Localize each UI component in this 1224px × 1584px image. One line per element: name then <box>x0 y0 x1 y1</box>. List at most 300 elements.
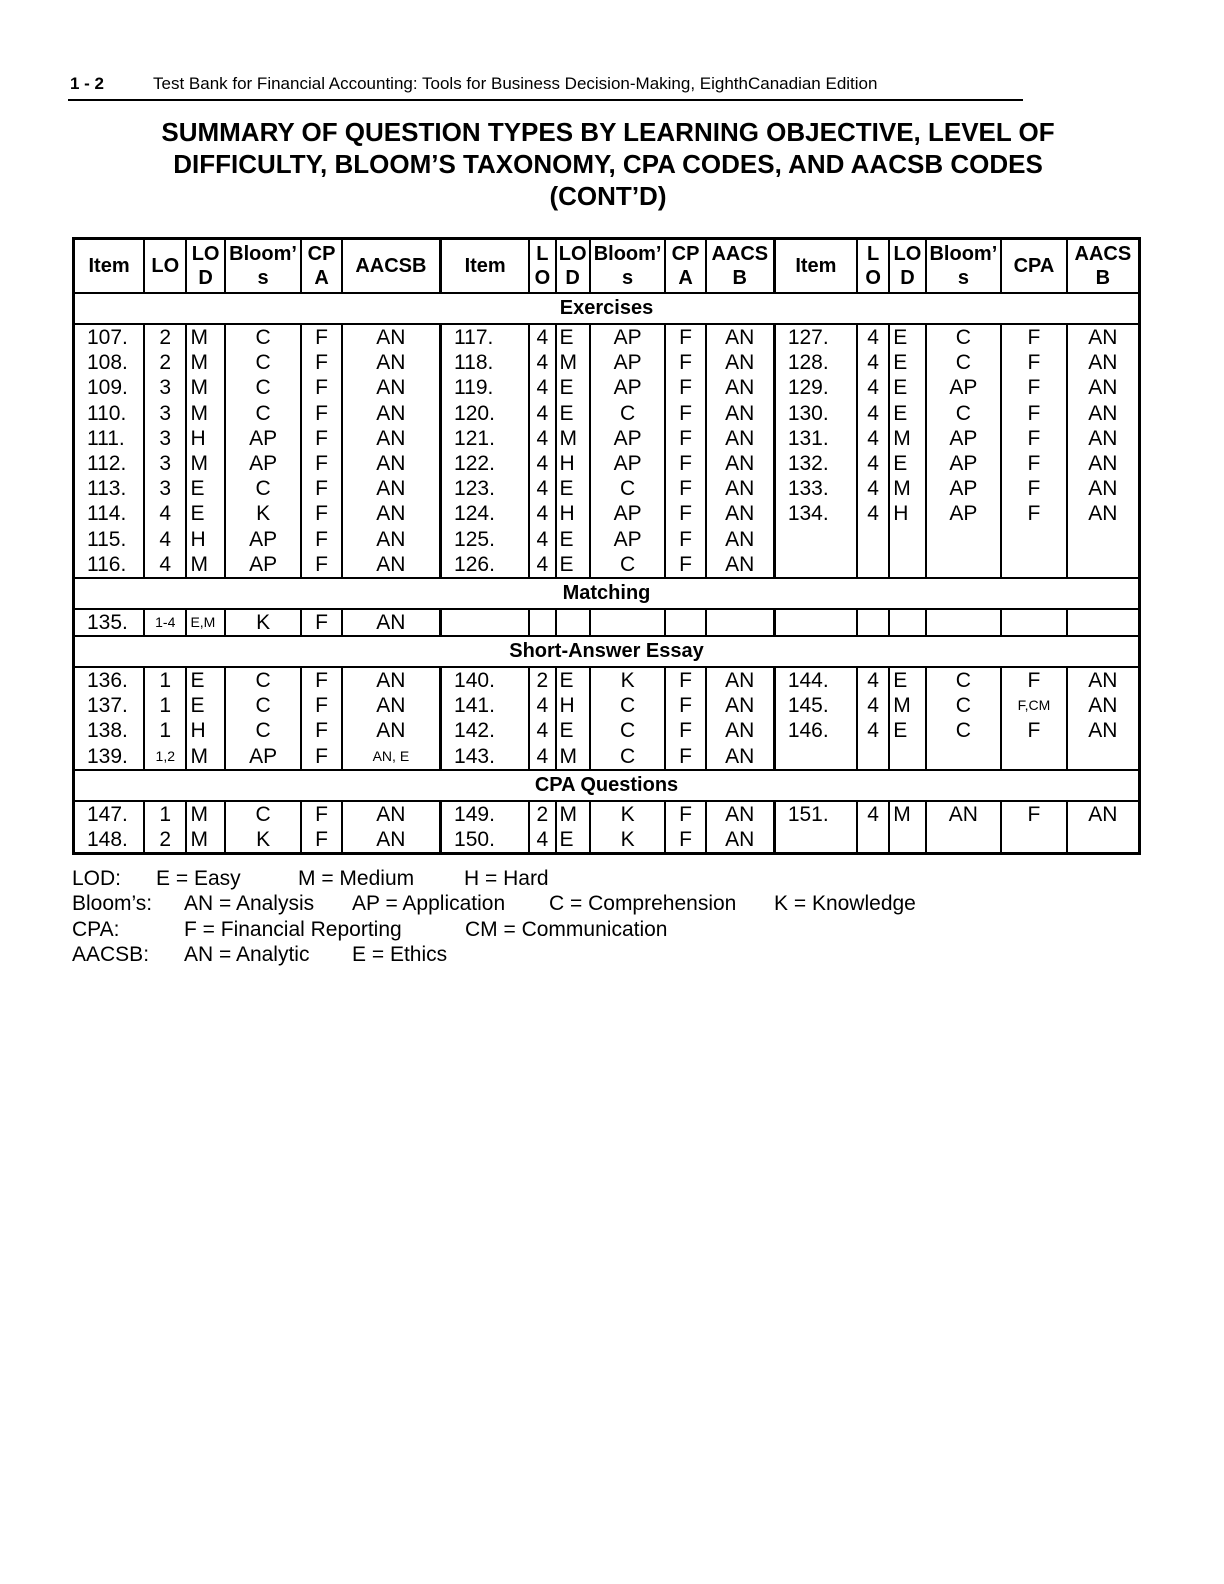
col-header-aacsb: AACS B <box>1067 239 1140 294</box>
cell: K <box>620 669 635 693</box>
col-item <box>441 801 530 854</box>
cell: 4 <box>159 552 172 576</box>
col-lod <box>186 801 224 854</box>
col-blooms <box>926 801 1002 854</box>
col-cpa <box>665 801 705 854</box>
cell: AP <box>249 744 278 768</box>
cell: 4 <box>867 502 879 526</box>
cell: AP <box>249 552 278 576</box>
cell: M <box>190 326 208 349</box>
cell: 151. <box>787 802 829 826</box>
col-item <box>441 324 530 578</box>
section-header-cpa <box>74 770 1140 801</box>
cell: 4 <box>536 401 549 425</box>
cell: 115. <box>87 527 127 551</box>
cell: 4 <box>867 669 879 693</box>
cell: AN <box>376 351 406 375</box>
cell: AN <box>1088 401 1118 425</box>
cell: 109. <box>87 376 128 400</box>
col-item <box>74 667 145 770</box>
legend-item: F = Financial Reporting <box>184 917 402 941</box>
cell: 4 <box>536 326 549 349</box>
col-item <box>74 324 145 578</box>
cell: 119. <box>454 376 494 400</box>
cell: AP <box>613 351 642 375</box>
cell: C <box>255 669 271 693</box>
legend-item: K = Knowledge <box>774 892 916 916</box>
cell: AN <box>725 451 755 475</box>
cell: AN <box>376 828 406 851</box>
cell: H <box>190 426 206 450</box>
cell: F <box>1027 401 1041 425</box>
col-aacsb <box>706 324 775 578</box>
legend-item: E = Ethics <box>352 942 448 966</box>
cell: F <box>1027 351 1041 375</box>
cell: M <box>190 401 208 425</box>
col-header-cpa: CPA <box>1001 239 1067 294</box>
cell: 4 <box>159 527 172 551</box>
cell: F <box>315 502 328 526</box>
cell: C <box>955 351 971 375</box>
cell: 3 <box>159 451 172 475</box>
cell: AN <box>376 451 406 475</box>
cell: AP <box>249 451 278 475</box>
cell: C <box>955 326 971 349</box>
cell: 118. <box>454 351 494 375</box>
title-line-1: SUMMARY OF QUESTION TYPES BY LEARNING OBJECTIVE, LEVEL OF <box>161 117 1055 147</box>
cell: C <box>620 719 636 743</box>
cell: E <box>893 719 908 743</box>
cell: 4 <box>536 351 549 375</box>
cell: 112. <box>87 451 127 475</box>
col-header-item: Item <box>774 239 857 294</box>
col-cpa <box>1001 801 1067 854</box>
col-blooms <box>590 667 666 770</box>
col-aacsb <box>342 609 441 636</box>
cell: E <box>190 669 205 693</box>
legend-item: C = Comprehension <box>549 892 737 916</box>
cell: 4 <box>536 694 549 718</box>
cell: F <box>679 502 692 526</box>
legend-item: CM = Communication <box>465 917 668 941</box>
cell: F <box>679 376 692 400</box>
cell: 4 <box>159 502 172 526</box>
cell: F <box>679 527 692 551</box>
col-item <box>774 324 857 578</box>
cell: F <box>679 744 692 768</box>
col-lo <box>144 609 186 636</box>
table-row <box>74 801 1140 854</box>
col-lo <box>144 667 186 770</box>
col-lo <box>857 667 889 770</box>
cell: AN <box>725 477 755 501</box>
cell: AP <box>249 527 278 551</box>
cell: AP <box>949 502 978 526</box>
cell: F <box>1027 376 1041 400</box>
table-row <box>74 609 1140 636</box>
cell: M <box>893 802 911 826</box>
col-header-lod: LO D <box>186 239 224 294</box>
cell: M <box>559 802 577 826</box>
col-aacsb <box>706 667 775 770</box>
cell: C <box>620 477 636 501</box>
col-lo <box>857 324 889 578</box>
cell: M <box>190 451 208 475</box>
col-lo <box>529 324 555 578</box>
cell: 107. <box>87 326 128 349</box>
col-lo <box>529 609 555 636</box>
cell: F <box>679 828 692 851</box>
cell: 146. <box>787 719 829 743</box>
cell: 145. <box>787 694 829 718</box>
cell: F <box>315 744 328 768</box>
col-aacsb <box>342 324 441 578</box>
cell: M <box>893 694 911 718</box>
cell: M <box>893 477 911 501</box>
cell: F <box>1027 451 1041 475</box>
cell: 134. <box>787 502 829 526</box>
cell: AP <box>613 376 642 400</box>
cell: E <box>559 669 574 693</box>
cell: 4 <box>867 451 879 475</box>
cell: 120. <box>454 401 495 425</box>
cell: AN <box>1088 802 1118 826</box>
cell: 4 <box>867 802 879 826</box>
col-blooms <box>590 801 666 854</box>
cell: F <box>315 828 328 851</box>
cell: F <box>315 426 328 450</box>
cell: AN <box>1088 477 1118 501</box>
cell: 4 <box>536 376 549 400</box>
cell: F <box>315 669 328 693</box>
col-lo <box>529 801 555 854</box>
cell: AP <box>613 326 642 349</box>
col-item <box>74 801 145 854</box>
cell: F <box>679 669 692 693</box>
col-aacsb <box>1067 667 1140 770</box>
cell: F <box>1027 719 1041 743</box>
cell: H <box>190 719 206 743</box>
cell: F <box>315 802 328 826</box>
cell: C <box>255 477 271 501</box>
cell: 2 <box>536 669 549 693</box>
cell: AP <box>613 502 642 526</box>
cell: E <box>893 669 908 693</box>
cell: 4 <box>536 744 549 768</box>
col-header-blooms: Bloom’ s <box>926 239 1002 294</box>
cell: AN <box>725 426 755 450</box>
cell: C <box>255 719 271 743</box>
col-cpa <box>301 667 341 770</box>
cell: K <box>620 828 635 851</box>
cell: F <box>679 694 692 718</box>
cell: 4 <box>536 426 549 450</box>
col-lo <box>529 667 555 770</box>
cell: H <box>893 502 909 526</box>
cell: M <box>190 376 208 400</box>
cell: F <box>315 451 328 475</box>
table-row <box>74 324 1140 578</box>
cell: C <box>255 694 271 718</box>
cell: 4 <box>536 451 549 475</box>
cell: AP <box>613 527 642 551</box>
col-blooms <box>926 324 1002 578</box>
cell: C <box>620 744 636 768</box>
cell: 4 <box>867 401 879 425</box>
cell: AN <box>725 552 755 576</box>
page-title <box>100 116 1116 212</box>
cell: 148. <box>87 828 128 851</box>
cell: 4 <box>867 694 879 718</box>
cell: M <box>559 744 577 768</box>
col-header-lod: LO D <box>889 239 925 294</box>
cell: AN <box>376 502 406 526</box>
cell: E <box>559 719 574 743</box>
cell: 122. <box>454 451 495 475</box>
cell: C <box>955 669 971 693</box>
cell: F <box>679 351 692 375</box>
cell: 123. <box>454 477 495 501</box>
cell: F <box>315 694 328 718</box>
legend-item: E = Easy <box>156 867 241 890</box>
cell: 2 <box>159 326 172 349</box>
cell: 1 <box>159 669 172 693</box>
cell: 2 <box>159 351 172 375</box>
cell: AN <box>725 326 755 349</box>
section-title: CPA Questions <box>74 770 1140 801</box>
section-header-exercises <box>74 293 1140 324</box>
col-lod <box>556 801 590 854</box>
cell: AN <box>376 802 406 826</box>
cell: C <box>620 694 636 718</box>
col-blooms <box>590 324 666 578</box>
cell: 4 <box>536 477 549 501</box>
col-lod <box>889 801 925 854</box>
cell: AP <box>613 426 642 450</box>
cell: AN <box>1088 669 1118 693</box>
col-item <box>441 609 530 636</box>
cell: F <box>315 326 328 349</box>
cell: F <box>315 527 328 551</box>
cell: 141. <box>454 694 495 718</box>
cell: 128. <box>787 351 829 375</box>
cell: 4 <box>536 552 549 576</box>
cell: C <box>955 719 971 743</box>
cell: E <box>893 326 908 349</box>
cell: 4 <box>867 426 879 450</box>
cell: 1 <box>159 719 172 743</box>
col-aacsb <box>1067 801 1140 854</box>
cell: 121. <box>454 426 495 450</box>
cell: E <box>559 828 574 851</box>
cell: AN <box>376 694 406 718</box>
col-header-item: Item <box>74 239 145 294</box>
table-body <box>74 293 1140 854</box>
cell: H <box>559 694 575 718</box>
cell: E <box>559 552 574 576</box>
cell: 1,2 <box>155 747 175 764</box>
table-row <box>74 667 1140 770</box>
col-blooms <box>926 609 1002 636</box>
legend-item: AN = Analysis <box>184 892 315 916</box>
cell: 108. <box>87 351 128 375</box>
cell: 136. <box>87 669 128 693</box>
cell: 147. <box>87 802 128 826</box>
legend-item: M = Medium <box>298 867 415 890</box>
col-header-aacsb: AACSB <box>342 239 441 294</box>
cell: F <box>1027 426 1041 450</box>
cell: AN <box>725 802 755 826</box>
cell: 1 <box>159 694 172 718</box>
cell: AN <box>376 477 406 501</box>
cell: AP <box>613 451 642 475</box>
cell: 4 <box>867 477 879 501</box>
col-item <box>774 609 857 636</box>
summary-table <box>72 237 1141 855</box>
cell: 4 <box>536 502 549 526</box>
cell: 3 <box>159 477 172 501</box>
cell: AN <box>1088 694 1118 718</box>
cell: C <box>955 694 971 718</box>
cell: F <box>315 610 328 634</box>
col-blooms <box>225 801 302 854</box>
col-header-blooms: Bloom’ s <box>225 239 302 294</box>
cell: F <box>1027 502 1041 526</box>
cell: C <box>255 802 271 826</box>
cell: E <box>559 527 574 551</box>
section-header-matching <box>74 578 1140 609</box>
cell: 131. <box>787 426 829 450</box>
cell: 149. <box>454 802 495 826</box>
cell: AN <box>1088 426 1118 450</box>
cell: 111. <box>87 426 125 450</box>
page-number: 1 - 2 <box>70 74 105 93</box>
col-lod <box>889 324 925 578</box>
cell: 127. <box>787 326 829 349</box>
col-item <box>441 667 530 770</box>
cell: 3 <box>159 426 172 450</box>
col-lod <box>889 667 925 770</box>
col-aacsb <box>706 801 775 854</box>
col-lod <box>556 609 590 636</box>
section-title: Matching <box>74 578 1140 609</box>
col-lo <box>144 801 186 854</box>
cell: 142. <box>454 719 495 743</box>
cell: 125. <box>454 527 495 551</box>
col-header-blooms: Bloom’ s <box>590 239 666 294</box>
cell: 135. <box>87 610 128 634</box>
section-title: Exercises <box>74 293 1140 324</box>
title-line-2: DIFFICULTY, BLOOM’S TAXONOMY, CPA CODES, AND AACSB CODES <box>173 149 1043 179</box>
col-blooms <box>225 324 302 578</box>
cell: 1 <box>159 802 172 826</box>
cell: 4 <box>867 326 879 349</box>
cell: C <box>255 376 271 400</box>
cell: F <box>679 552 692 576</box>
cell: AN <box>376 552 406 576</box>
cell: 139. <box>87 744 128 768</box>
cell: AN <box>376 527 406 551</box>
cell: AN <box>1088 502 1118 526</box>
cell: 138. <box>87 719 128 743</box>
legend-item: AP = Application <box>352 892 506 916</box>
cell: H <box>559 502 575 526</box>
cell: 2 <box>159 828 172 851</box>
cell: F <box>1027 477 1041 501</box>
cell: 129. <box>787 376 829 400</box>
col-aacsb <box>706 609 775 636</box>
col-aacsb <box>342 801 441 854</box>
col-header-cpa: CP A <box>665 239 705 294</box>
col-item <box>74 609 145 636</box>
cell: AN <box>725 502 755 526</box>
cell: E <box>559 376 574 400</box>
cell: F <box>679 451 692 475</box>
cell: 130. <box>787 401 829 425</box>
cell: E <box>559 401 574 425</box>
cell: 4 <box>867 351 879 375</box>
cell: F <box>1027 802 1041 826</box>
cell: 4 <box>867 376 879 400</box>
cell: 1-4 <box>155 613 176 630</box>
cell: 116. <box>87 552 127 576</box>
cell: AN <box>725 669 755 693</box>
cell: C <box>255 326 271 349</box>
cell: AN <box>725 694 755 718</box>
cell: F <box>679 477 692 501</box>
cell: K <box>256 828 271 851</box>
cell: H <box>190 527 206 551</box>
cell: AN <box>376 326 406 349</box>
cell: AP <box>949 477 978 501</box>
cell: M <box>190 351 208 375</box>
cell: 126. <box>454 552 495 576</box>
cell: E <box>893 376 908 400</box>
cell: M <box>559 426 577 450</box>
cell: AN <box>1088 719 1118 743</box>
col-lo <box>144 324 186 578</box>
col-cpa <box>301 801 341 854</box>
cell: 150. <box>454 828 495 851</box>
col-item <box>774 801 857 854</box>
cell: M <box>559 351 577 375</box>
title-line-3: (CONT’D) <box>549 181 667 211</box>
cell: 4 <box>867 719 879 743</box>
cell: F <box>315 719 328 743</box>
cell: H <box>559 451 575 475</box>
cell: E <box>190 502 205 526</box>
cell: E <box>893 401 908 425</box>
legend-label: Bloom’s: <box>72 892 153 916</box>
cell: F <box>1027 669 1041 693</box>
col-cpa <box>665 609 705 636</box>
col-header-cpa: CP A <box>301 239 341 294</box>
col-header-lo: LO <box>144 239 186 294</box>
cell: M <box>190 802 208 826</box>
cell: AN <box>725 351 755 375</box>
cell: AN <box>725 744 755 768</box>
book-title: Test Bank for Financial Accounting: Tools for Business Decision-Making, EighthCanadian Edition <box>153 74 878 93</box>
cell: AP <box>249 426 278 450</box>
table-header-row <box>74 239 1140 294</box>
col-aacsb <box>342 667 441 770</box>
col-lod <box>186 324 224 578</box>
cell: 137. <box>87 694 128 718</box>
cell: E <box>559 326 574 349</box>
col-header-lo: L O <box>857 239 889 294</box>
col-lod <box>186 609 224 636</box>
cell: F <box>679 326 692 349</box>
